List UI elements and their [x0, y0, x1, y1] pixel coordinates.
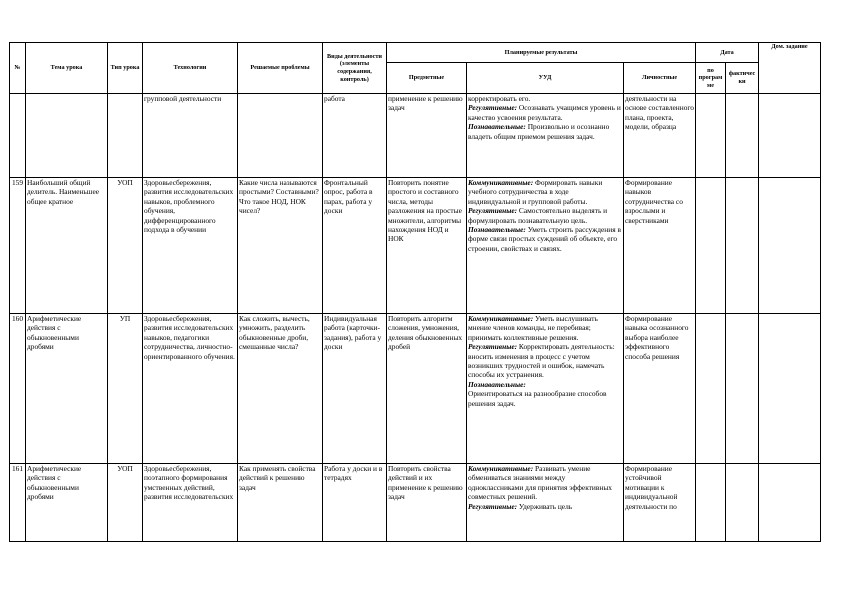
- uud-line: [468, 225, 622, 253]
- uud-text: Уметь выслушивать мнение членов команды, не перебивая; принимать коллективные решения.: [468, 314, 598, 342]
- uud-label: Коммуникативные:: [468, 314, 534, 323]
- row-subject: Повторить понятие простого и составного числа, методы разложения на простые множители, алгоритмы нахождения НОД и НОК: [387, 178, 467, 314]
- uud-line: [468, 380, 622, 389]
- row-date-actual: [726, 94, 759, 178]
- header-personal: Личностные: [624, 63, 696, 94]
- row-activity: Индивидуальная работа (карточки-задания), работа у доски: [323, 314, 387, 464]
- uud-label: Познавательные:: [468, 379, 526, 389]
- row-uud: [467, 314, 624, 464]
- uud-text: Развивать умение обмениваться знаниями между одноклассниками для принятия эффективных совместных решений.: [468, 464, 612, 502]
- row-activity: Фронтальный опрос, работа в парах, работа у доски: [323, 178, 387, 314]
- row-type: УП: [108, 314, 143, 464]
- row-date-planned: [696, 464, 726, 542]
- row-subject: Повторить алгоритм сложения, умножения, деления обыкновенных дробей: [387, 314, 467, 464]
- header-date: Дата: [696, 43, 759, 63]
- row-problems: Как сложить, вычесть, умножить, разделить обыкновенные дроби, смешанные числа?: [238, 314, 323, 464]
- row-technologies: Здоровьесбережения, поэтапного формирования умственных действий, развития исследовательских: [143, 464, 238, 542]
- lesson-plan-table: [9, 42, 821, 542]
- uud-text: Удерживать цель: [517, 501, 573, 511]
- uud-label: Регулятивные:: [468, 206, 518, 216]
- header-planned-results: Планируемые результаты: [387, 43, 696, 63]
- row-activity: работа: [323, 94, 387, 178]
- row-homework: [759, 314, 821, 464]
- row-type: [108, 94, 143, 178]
- uud-text: корректировать его.: [468, 94, 531, 103]
- header-subject: Предметные: [387, 63, 467, 94]
- row-homework: [759, 94, 821, 178]
- row-subject: применение к решению задач: [387, 94, 467, 178]
- row-type: УОП: [108, 464, 143, 542]
- uud-line: [468, 464, 622, 502]
- uud-label: Регулятивные:: [468, 342, 518, 352]
- uud-label: Познавательные:: [468, 122, 526, 132]
- row-technologies: групповой деятельности: [143, 94, 238, 178]
- row-subject: Повторить свойства действий и их применение к решению задач: [387, 464, 467, 542]
- row-date-planned: [696, 314, 726, 464]
- row-problems: Какие числа называются простыми? Составными? Что такое НОД, НОК чисел?: [238, 178, 323, 314]
- uud-line: [468, 502, 622, 511]
- row-uud: [467, 464, 624, 542]
- header-activity: Виды деятельности (элементы содержания, контроль): [323, 43, 387, 94]
- header-topic: Тема урока: [26, 43, 108, 94]
- header-homework: Дом. задание: [759, 43, 821, 94]
- row-technologies: Здоровьесбережения, развития исследовательских навыков, педагогики сотрудничества, личностно-ориентированного обучения.: [143, 314, 238, 464]
- row-date-planned: [696, 94, 726, 178]
- row-personal: Формирование навыков сотрудничества со взрослыми и сверстниками: [624, 178, 696, 314]
- row-problems: [238, 94, 323, 178]
- row-problems: Как применять свойства действий к решению задач: [238, 464, 323, 542]
- row-date-actual: [726, 314, 759, 464]
- row-date-actual: [726, 178, 759, 314]
- uud-text: Ориентироваться на разнообразие способов решения задач.: [468, 389, 607, 408]
- header-lesson-type: Тип урока: [108, 43, 143, 94]
- row-topic: Арифметические действия с обыкновенными дробями: [26, 314, 108, 464]
- uud-text: Самостоятельно выделять и формулировать познавательную цель.: [468, 206, 608, 225]
- uud-line: [468, 342, 622, 380]
- row-personal: Формирование устойчивой мотивации к индивидуальной деятельности по: [624, 464, 696, 542]
- uud-text: Корректировать деятельность: вносить изменения в процесс с учетом возникших трудностей и ошибок, намечать способы их устранения.: [468, 342, 615, 380]
- table-row: [10, 314, 821, 464]
- header-date-actual: фактически: [726, 63, 759, 94]
- row-topic: Арифметические действия с обыкновенными дробями: [26, 464, 108, 542]
- row-num: 159: [10, 178, 26, 314]
- uud-label: Регулятивные:: [468, 501, 518, 511]
- row-num: 161: [10, 464, 26, 542]
- table-row: [10, 464, 821, 542]
- row-num: 160: [10, 314, 26, 464]
- row-activity: Работа у доски и в тетрадях: [323, 464, 387, 542]
- header-problems: Решаемые проблемы: [238, 43, 323, 94]
- row-uud: [467, 94, 624, 178]
- row-personal: Формирование навыка осознанного выбора наиболее эффективного способа решения: [624, 314, 696, 464]
- header-num: №: [10, 43, 26, 94]
- uud-line: [468, 314, 622, 342]
- row-technologies: Здоровьесбережения, развития исследовательских навыков, проблемного обучения, дифференцированного подхода в обучении: [143, 178, 238, 314]
- uud-text: Уметь строить рассуждения в форме связи простых суждений об объекте, его строении, свойствах и связях.: [468, 225, 621, 253]
- uud-line: [468, 389, 622, 408]
- header-date-planned: по программе: [696, 63, 726, 94]
- uud-label: Регулятивные:: [468, 103, 518, 113]
- row-date-planned: [696, 178, 726, 314]
- uud-text: Произвольно и осознанно владеть общим приемом решения задач.: [468, 122, 610, 141]
- uud-line: [468, 94, 622, 103]
- row-topic: Наибольший общий делитель. Наименьшее общее кратное: [26, 178, 108, 314]
- uud-line: [468, 122, 622, 141]
- table-row: [10, 178, 821, 314]
- uud-label: Коммуникативные:: [468, 464, 534, 473]
- row-homework: [759, 464, 821, 542]
- header-technologies: Технологии: [143, 43, 238, 94]
- row-personal: деятельности на основе составленного плана, проекта, модели, образца: [624, 94, 696, 178]
- row-topic: [26, 94, 108, 178]
- uud-label: Коммуникативные:: [468, 178, 534, 187]
- header-row-1: [10, 43, 821, 63]
- row-date-actual: [726, 464, 759, 542]
- uud-text: Осознавать учащимся уровень и качество усвоения результата.: [468, 103, 621, 122]
- row-num: [10, 94, 26, 178]
- row-uud: [467, 178, 624, 314]
- row-homework: [759, 178, 821, 314]
- table-row: [10, 94, 821, 178]
- uud-line: [468, 178, 622, 206]
- row-type: УОП: [108, 178, 143, 314]
- uud-label: Познавательные:: [468, 225, 526, 235]
- header-uud: УУД: [467, 63, 624, 94]
- uud-line: [468, 206, 622, 225]
- uud-line: [468, 103, 622, 122]
- uud-text: Формировать навыки учебного сотрудничества в ходе индивидуальной и групповой работы.: [468, 178, 603, 206]
